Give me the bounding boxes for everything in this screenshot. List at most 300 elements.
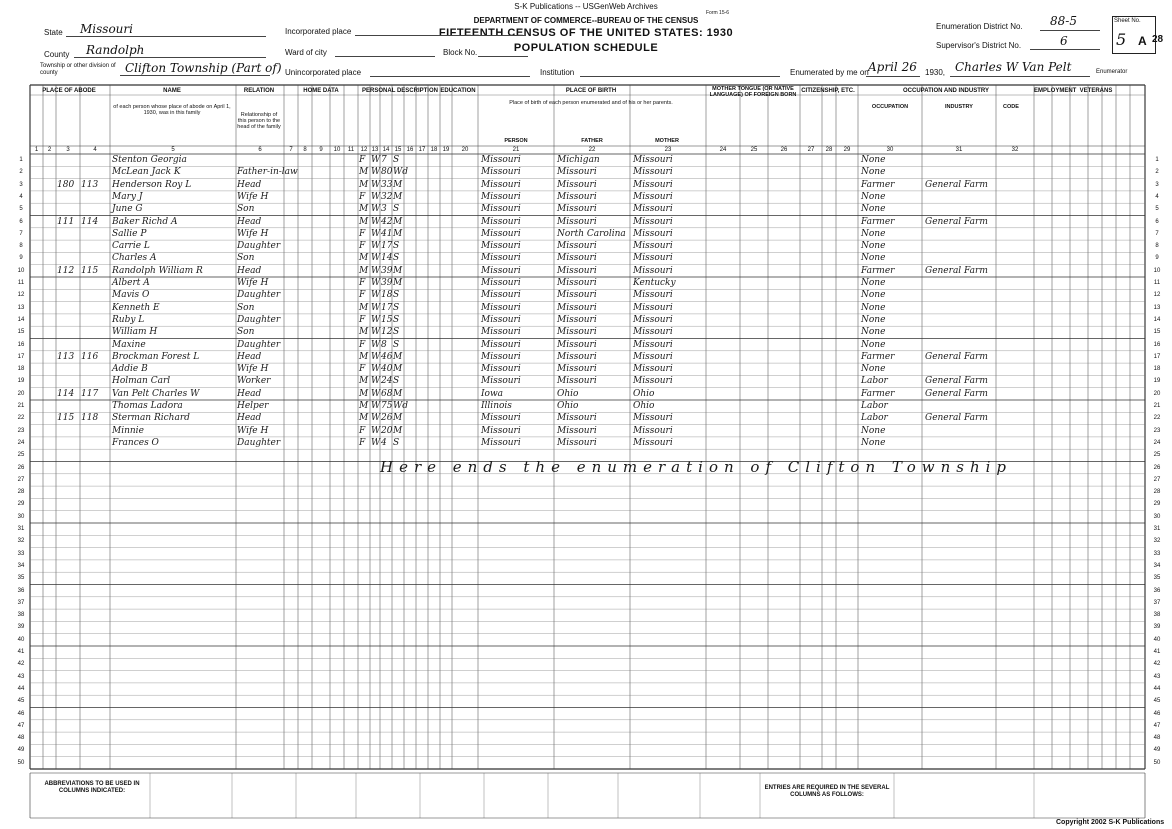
line-number: 15 bbox=[17, 329, 25, 336]
cell-mpob: Missouri bbox=[633, 265, 673, 276]
cell-mpob: Ohio bbox=[633, 388, 655, 399]
cell-ind: General Farm bbox=[925, 376, 988, 387]
group-citizenship: CITIZENSHIP, ETC. bbox=[801, 88, 855, 94]
cell-age: 80 bbox=[381, 167, 393, 178]
line-number: 45 bbox=[17, 698, 25, 705]
line-number: 6 bbox=[19, 218, 23, 225]
cell-rel: Worker bbox=[237, 376, 271, 387]
column-number: 11 bbox=[347, 147, 355, 153]
line-number: 18 bbox=[17, 366, 25, 373]
line-number: 24 bbox=[17, 439, 25, 446]
cell-sex: M bbox=[359, 167, 369, 178]
cell-sex: F bbox=[359, 290, 366, 301]
column-number: 5 bbox=[171, 147, 175, 153]
cell-mar: Wd bbox=[393, 401, 409, 411]
line-number: 18 bbox=[1153, 366, 1161, 373]
cell-mar: M bbox=[393, 216, 403, 227]
cell-occ: Labor bbox=[861, 376, 888, 387]
cell-rel: Daughter bbox=[237, 339, 281, 350]
cell-name: Thomas Ladora bbox=[112, 401, 183, 411]
line-number: 44 bbox=[1153, 685, 1161, 692]
line-number: 2 bbox=[19, 169, 23, 176]
cell-fpob: Missouri bbox=[557, 302, 597, 313]
copyright-notice: Copyright 2002 S-K Publications bbox=[1056, 819, 1165, 826]
line-number: 31 bbox=[1153, 526, 1161, 532]
line-number: 8 bbox=[19, 243, 23, 250]
cell-pob: Missouri bbox=[481, 413, 521, 424]
cell-age: 12 bbox=[381, 327, 393, 338]
line-number: 5 bbox=[19, 206, 23, 213]
cell-occ: None bbox=[861, 327, 886, 338]
cell-name: June G bbox=[112, 204, 143, 215]
line-number: 29 bbox=[17, 501, 25, 508]
supervisor-label: Supervisor's District No. bbox=[936, 41, 1022, 50]
column-number: 8 bbox=[303, 147, 307, 153]
cell-age: 8 bbox=[381, 339, 387, 350]
supervisor-value: 6 bbox=[1060, 34, 1068, 48]
cell-name: Charles A bbox=[112, 253, 157, 264]
column-number: 32 bbox=[1011, 147, 1019, 153]
cell-fpob: Missouri bbox=[557, 437, 597, 448]
cell-age: 41 bbox=[381, 228, 393, 239]
line-number: 6 bbox=[1155, 218, 1159, 225]
cell-occ: Labor bbox=[861, 401, 888, 411]
cell-rel: Wife H bbox=[237, 364, 269, 375]
cell-rel: Wife H bbox=[237, 425, 269, 436]
cell-mar: M bbox=[393, 191, 403, 202]
cell-mpob: Missouri bbox=[633, 376, 673, 387]
cell-rel: Wife H bbox=[237, 278, 269, 288]
cell-mpob: Missouri bbox=[633, 155, 673, 165]
cell-sex: F bbox=[359, 278, 366, 288]
incorporated-label: Incorporated place bbox=[285, 27, 352, 36]
cell-sex: F bbox=[359, 155, 366, 165]
enumerator-label: Enumerator bbox=[1096, 69, 1128, 75]
cell-sex: M bbox=[359, 351, 369, 362]
cell-age: 42 bbox=[381, 216, 393, 227]
line-number: 16 bbox=[17, 341, 25, 348]
line-number: 33 bbox=[1153, 550, 1161, 557]
line-number: 13 bbox=[17, 304, 25, 311]
cell-race: W bbox=[371, 265, 381, 276]
cell-fpob: Missouri bbox=[557, 191, 597, 202]
column-number: 31 bbox=[955, 147, 963, 153]
line-number: 3 bbox=[1155, 181, 1159, 188]
cell-age: 17 bbox=[381, 302, 393, 313]
county-label: County bbox=[44, 50, 70, 59]
cell-pob: Missouri bbox=[481, 425, 521, 436]
cell-pob: Missouri bbox=[481, 241, 521, 252]
cell-fpob: Missouri bbox=[557, 425, 597, 436]
line-number: 44 bbox=[17, 685, 25, 692]
cell-pob: Missouri bbox=[481, 364, 521, 375]
cell-mpob: Missouri bbox=[633, 339, 673, 350]
cell-sex: F bbox=[359, 191, 366, 202]
cell-race: W bbox=[371, 351, 381, 362]
line-number: 28 bbox=[17, 489, 25, 496]
cell-race: W bbox=[371, 155, 381, 165]
line-number: 43 bbox=[17, 673, 25, 680]
column-number: 22 bbox=[588, 147, 596, 153]
cell-occ: None bbox=[861, 253, 886, 264]
cell-fpob: Missouri bbox=[557, 327, 597, 338]
column-number: 7 bbox=[289, 147, 293, 153]
cell-fpob: Missouri bbox=[557, 253, 597, 264]
cell-rel: Wife H bbox=[237, 228, 269, 239]
line-number: 40 bbox=[1153, 636, 1161, 643]
state-label: State bbox=[44, 28, 63, 37]
enumerator-name: Charles W Van Pelt bbox=[955, 60, 1072, 74]
cell-fam: 117 bbox=[81, 388, 99, 399]
entries-title: ENTRIES ARE REQUIRED IN THE SEVERAL COLUMNS AS FOLLOWS: bbox=[764, 785, 890, 798]
line-number: 11 bbox=[17, 280, 25, 286]
cell-sex: M bbox=[359, 216, 369, 227]
cell-mar: S bbox=[393, 204, 400, 215]
cell-age: 68 bbox=[381, 388, 393, 399]
cell-sex: M bbox=[359, 413, 369, 424]
sheet-side: A bbox=[1138, 34, 1147, 48]
cell-mar: Wd bbox=[393, 167, 409, 178]
line-number: 12 bbox=[17, 292, 25, 299]
cell-pob: Missouri bbox=[481, 179, 521, 190]
cell-name: Maxine bbox=[112, 339, 146, 350]
line-number: 48 bbox=[1153, 735, 1161, 742]
cell-occ: Farmer bbox=[861, 216, 895, 227]
cell-ind: General Farm bbox=[925, 216, 988, 227]
line-number: 23 bbox=[1153, 427, 1161, 434]
line-number: 7 bbox=[1155, 230, 1159, 237]
line-number: 47 bbox=[1153, 722, 1161, 729]
cell-fpob: Missouri bbox=[557, 167, 597, 178]
group-personal-description: PERSONAL DESCRIPTION bbox=[362, 88, 438, 94]
cell-fpob: Missouri bbox=[557, 216, 597, 227]
cell-occ: None bbox=[861, 155, 886, 165]
cell-sex: M bbox=[359, 376, 369, 387]
cell-mpob: Kentucky bbox=[633, 278, 676, 288]
cell-race: W bbox=[371, 204, 381, 215]
relation-column-head: Relationship of this person to the head of the family bbox=[237, 112, 281, 130]
cell-occ: None bbox=[861, 167, 886, 178]
line-number: 34 bbox=[1153, 562, 1161, 569]
cell-pob: Missouri bbox=[481, 327, 521, 338]
cell-occ: None bbox=[861, 228, 886, 239]
line-number: 4 bbox=[19, 193, 23, 200]
group-occupation-industry: OCCUPATION AND INDUSTRY bbox=[903, 88, 989, 94]
cell-mpob: Missouri bbox=[633, 327, 673, 338]
cell-mar: S bbox=[393, 376, 400, 387]
cell-fpob: Missouri bbox=[557, 278, 597, 288]
line-number: 30 bbox=[1153, 513, 1161, 520]
line-number: 43 bbox=[1153, 673, 1161, 680]
line-number: 36 bbox=[17, 587, 25, 594]
cell-race: W bbox=[371, 290, 381, 301]
line-number: 35 bbox=[1153, 575, 1161, 582]
cell-name: Baker Richd A bbox=[112, 216, 178, 227]
cell-rel: Son bbox=[237, 327, 255, 338]
cell-name: Mavis O bbox=[112, 290, 150, 301]
cell-rel: Son bbox=[237, 204, 255, 215]
cell-name: William H bbox=[112, 327, 158, 338]
cell-rel: Helper bbox=[237, 401, 269, 411]
cell-name: Carrie L bbox=[112, 241, 150, 252]
column-number: 2 bbox=[47, 147, 52, 153]
mother-column-head: MOTHER bbox=[655, 138, 679, 144]
enumerated-date: April 26 bbox=[868, 60, 917, 74]
cell-fpob: Ohio bbox=[557, 401, 579, 411]
line-number: 20 bbox=[17, 390, 25, 397]
industry-column-head: INDUSTRY bbox=[945, 104, 973, 110]
cell-fpob: Missouri bbox=[557, 204, 597, 215]
cell-race: W bbox=[371, 302, 381, 313]
cell-race: W bbox=[371, 179, 381, 190]
cell-mpob: Missouri bbox=[633, 191, 673, 202]
column-number: 10 bbox=[333, 147, 341, 153]
cell-age: 75 bbox=[381, 401, 393, 411]
person-column-head: PERSON bbox=[504, 138, 528, 144]
cell-mpob: Missouri bbox=[633, 314, 673, 325]
cell-mar: S bbox=[393, 302, 400, 313]
cell-age: 32 bbox=[381, 191, 393, 202]
cell-name: Albert A bbox=[112, 278, 150, 288]
cell-occ: None bbox=[861, 290, 886, 301]
line-number: 27 bbox=[1153, 476, 1161, 483]
line-number: 7 bbox=[19, 230, 23, 237]
column-number: 24 bbox=[719, 147, 727, 153]
column-number: 13 bbox=[371, 147, 379, 153]
cell-mar: M bbox=[393, 425, 403, 436]
line-number: 38 bbox=[17, 612, 25, 619]
cell-sex: M bbox=[359, 401, 369, 411]
cell-ind: General Farm bbox=[925, 388, 988, 399]
cell-name: Brockman Forest L bbox=[112, 351, 200, 362]
cell-name: Addie B bbox=[112, 364, 148, 375]
cell-dw: 180 bbox=[57, 179, 75, 190]
cell-mar: S bbox=[393, 253, 400, 264]
line-number: 50 bbox=[17, 759, 25, 766]
line-number: 25 bbox=[17, 452, 25, 459]
abbreviations-title: ABBREVIATIONS TO BE USED IN COLUMNS INDICATED: bbox=[44, 781, 140, 794]
cell-mpob: Missouri bbox=[633, 204, 673, 215]
cell-race: W bbox=[371, 228, 381, 239]
cell-pob: Missouri bbox=[481, 167, 521, 178]
line-number: 11 bbox=[1153, 280, 1161, 286]
cell-race: W bbox=[371, 191, 381, 202]
column-number: 18 bbox=[430, 147, 438, 153]
column-number: 3 bbox=[66, 147, 70, 153]
cell-occ: Farmer bbox=[861, 265, 895, 276]
line-number: 9 bbox=[1155, 255, 1159, 262]
line-number: 46 bbox=[1153, 710, 1161, 717]
ward-label: Ward of city bbox=[285, 48, 327, 57]
line-number: 27 bbox=[17, 476, 25, 483]
cell-occ: None bbox=[861, 314, 886, 325]
group-mother-tongue: MOTHER TONGUE (OR NATIVE LANGUAGE) OF FOREIGN BORN bbox=[709, 86, 797, 98]
cell-fam: 114 bbox=[81, 216, 99, 227]
line-number: 36 bbox=[1153, 587, 1161, 594]
cell-mar: S bbox=[393, 327, 400, 338]
cell-sex: M bbox=[359, 253, 369, 264]
cell-sex: M bbox=[359, 327, 369, 338]
cell-rel: Head bbox=[237, 179, 262, 190]
line-number: 21 bbox=[1153, 403, 1161, 409]
cell-age: 39 bbox=[381, 278, 393, 288]
enum-district-value: 88-5 bbox=[1050, 14, 1077, 28]
county-value: Randolph bbox=[86, 43, 145, 57]
column-number: 1 bbox=[34, 147, 39, 153]
line-number: 49 bbox=[17, 747, 25, 754]
line-number: 35 bbox=[17, 575, 25, 582]
cell-mar: S bbox=[393, 290, 400, 301]
line-number: 10 bbox=[17, 267, 25, 274]
cell-pob: Missouri bbox=[481, 302, 521, 313]
cell-age: 15 bbox=[381, 314, 393, 325]
line-number: 39 bbox=[17, 624, 25, 631]
cell-name: Van Pelt Charles W bbox=[112, 388, 200, 399]
cell-occ: Farmer bbox=[861, 388, 895, 399]
cell-mpob: Missouri bbox=[633, 253, 673, 264]
cell-race: W bbox=[371, 364, 381, 375]
cell-name: Holman Carl bbox=[112, 376, 171, 387]
cell-name: McLean Jack K bbox=[112, 167, 181, 178]
cell-dw: 115 bbox=[57, 413, 75, 424]
cell-age: 17 bbox=[381, 241, 393, 252]
cell-occ: Farmer bbox=[861, 351, 895, 362]
line-number: 39 bbox=[1153, 624, 1161, 631]
cell-name: Frances O bbox=[112, 437, 159, 448]
enumerated-label: Enumerated by me on bbox=[790, 68, 869, 77]
cell-fam: 115 bbox=[81, 265, 99, 276]
cell-sex: F bbox=[359, 339, 366, 350]
column-number: 16 bbox=[406, 147, 414, 153]
cell-fpob: Missouri bbox=[557, 290, 597, 301]
line-number: 32 bbox=[17, 538, 25, 545]
line-number: 4 bbox=[1155, 193, 1159, 200]
cell-name: Ruby L bbox=[112, 314, 145, 325]
cell-mar: M bbox=[393, 351, 403, 362]
cell-age: 39 bbox=[381, 265, 393, 276]
cell-name: Sallie P bbox=[112, 228, 147, 239]
cell-sex: F bbox=[359, 314, 366, 325]
column-number: 6 bbox=[258, 147, 262, 153]
cell-race: W bbox=[371, 253, 381, 264]
line-number: 48 bbox=[17, 735, 25, 742]
cell-pob: Missouri bbox=[481, 437, 521, 448]
line-number: 42 bbox=[17, 661, 25, 668]
cell-mar: M bbox=[393, 413, 403, 424]
cell-mpob: Missouri bbox=[633, 413, 673, 424]
group-home-data: HOME DATA bbox=[303, 88, 339, 94]
cell-mar: M bbox=[393, 179, 403, 190]
cell-race: W bbox=[371, 413, 381, 424]
group-place-of-abode: PLACE OF ABODE bbox=[42, 88, 96, 94]
line-number: 25 bbox=[1153, 452, 1161, 459]
line-number: 26 bbox=[1153, 464, 1161, 471]
line-number: 22 bbox=[1153, 415, 1161, 422]
line-number: 14 bbox=[1153, 316, 1161, 323]
line-number: 1 bbox=[19, 157, 23, 163]
cell-age: 4 bbox=[381, 437, 387, 448]
unincorporated-label: Unincorporated place bbox=[285, 68, 362, 77]
cell-pob: Missouri bbox=[481, 253, 521, 264]
cell-name: Randolph William R bbox=[112, 265, 203, 276]
cell-mar: S bbox=[393, 241, 400, 252]
cell-race: W bbox=[371, 241, 381, 252]
cell-pob: Missouri bbox=[481, 155, 521, 165]
column-number: 27 bbox=[807, 147, 815, 153]
cell-race: W bbox=[371, 425, 381, 436]
cell-fam: 113 bbox=[81, 179, 99, 190]
cell-rel: Head bbox=[237, 216, 262, 227]
cell-occ: None bbox=[861, 278, 886, 288]
group-employment: EMPLOYMENT bbox=[1034, 88, 1077, 94]
line-number: 29 bbox=[1153, 501, 1161, 508]
code-column-head: CODE bbox=[1003, 104, 1019, 110]
line-number: 2 bbox=[1155, 169, 1159, 176]
column-number: 20 bbox=[461, 147, 469, 153]
column-number: 23 bbox=[664, 147, 672, 153]
cell-sex: M bbox=[359, 388, 369, 399]
line-number: 41 bbox=[1153, 649, 1161, 655]
cell-mpob: Missouri bbox=[633, 437, 673, 448]
cell-sex: M bbox=[359, 265, 369, 276]
cell-age: 14 bbox=[381, 253, 393, 264]
cell-fam: 118 bbox=[81, 413, 99, 424]
cell-age: 18 bbox=[381, 290, 393, 301]
cell-rel: Wife H bbox=[237, 191, 269, 202]
township-label: Township or other division of county bbox=[40, 63, 116, 76]
line-number: 20 bbox=[1153, 390, 1161, 397]
column-number: 28 bbox=[825, 147, 833, 153]
cell-age: 40 bbox=[381, 364, 393, 375]
cell-race: W bbox=[371, 376, 381, 387]
line-number: 14 bbox=[17, 316, 25, 323]
line-number: 19 bbox=[17, 378, 25, 385]
cell-mar: S bbox=[393, 437, 400, 448]
cell-name: Sterman Richard bbox=[112, 413, 190, 424]
cell-race: W bbox=[371, 167, 381, 178]
cell-rel: Head bbox=[237, 388, 262, 399]
line-number: 19 bbox=[1153, 378, 1161, 385]
cell-occ: None bbox=[861, 191, 886, 202]
line-number: 47 bbox=[17, 722, 25, 729]
cell-name: Stenton Georgia bbox=[112, 155, 187, 165]
cell-fpob: Ohio bbox=[557, 388, 579, 399]
enumerated-year: 1930, bbox=[925, 68, 946, 77]
cell-race: W bbox=[371, 388, 381, 399]
publisher-line: S-K Publications -- USGenWeb Archives bbox=[514, 2, 658, 11]
cell-age: 20 bbox=[381, 425, 393, 436]
cell-sex: F bbox=[359, 437, 366, 448]
cell-pob: Missouri bbox=[481, 216, 521, 227]
cell-dw: 111 bbox=[57, 216, 75, 227]
cell-sex: M bbox=[359, 179, 369, 190]
cell-occ: None bbox=[861, 241, 886, 252]
group-education: EDUCATION bbox=[440, 88, 476, 94]
line-number: 42 bbox=[1153, 661, 1161, 668]
occupation-column-head: OCCUPATION bbox=[871, 104, 909, 110]
cell-occ: None bbox=[861, 302, 886, 313]
group-veterans: VETERANS bbox=[1079, 88, 1113, 94]
schedule-title: POPULATION SCHEDULE bbox=[513, 42, 659, 54]
line-number: 1 bbox=[1155, 157, 1159, 163]
cell-fpob: Missouri bbox=[557, 351, 597, 362]
birth-column-head: Place of birth of each person enumerated and of his or her parents. bbox=[509, 100, 673, 106]
cell-fpob: Missouri bbox=[557, 265, 597, 276]
cell-rel: Head bbox=[237, 265, 262, 276]
cell-name: Kenneth E bbox=[112, 302, 160, 313]
cell-ind: General Farm bbox=[925, 413, 988, 424]
line-number: 22 bbox=[17, 415, 25, 422]
